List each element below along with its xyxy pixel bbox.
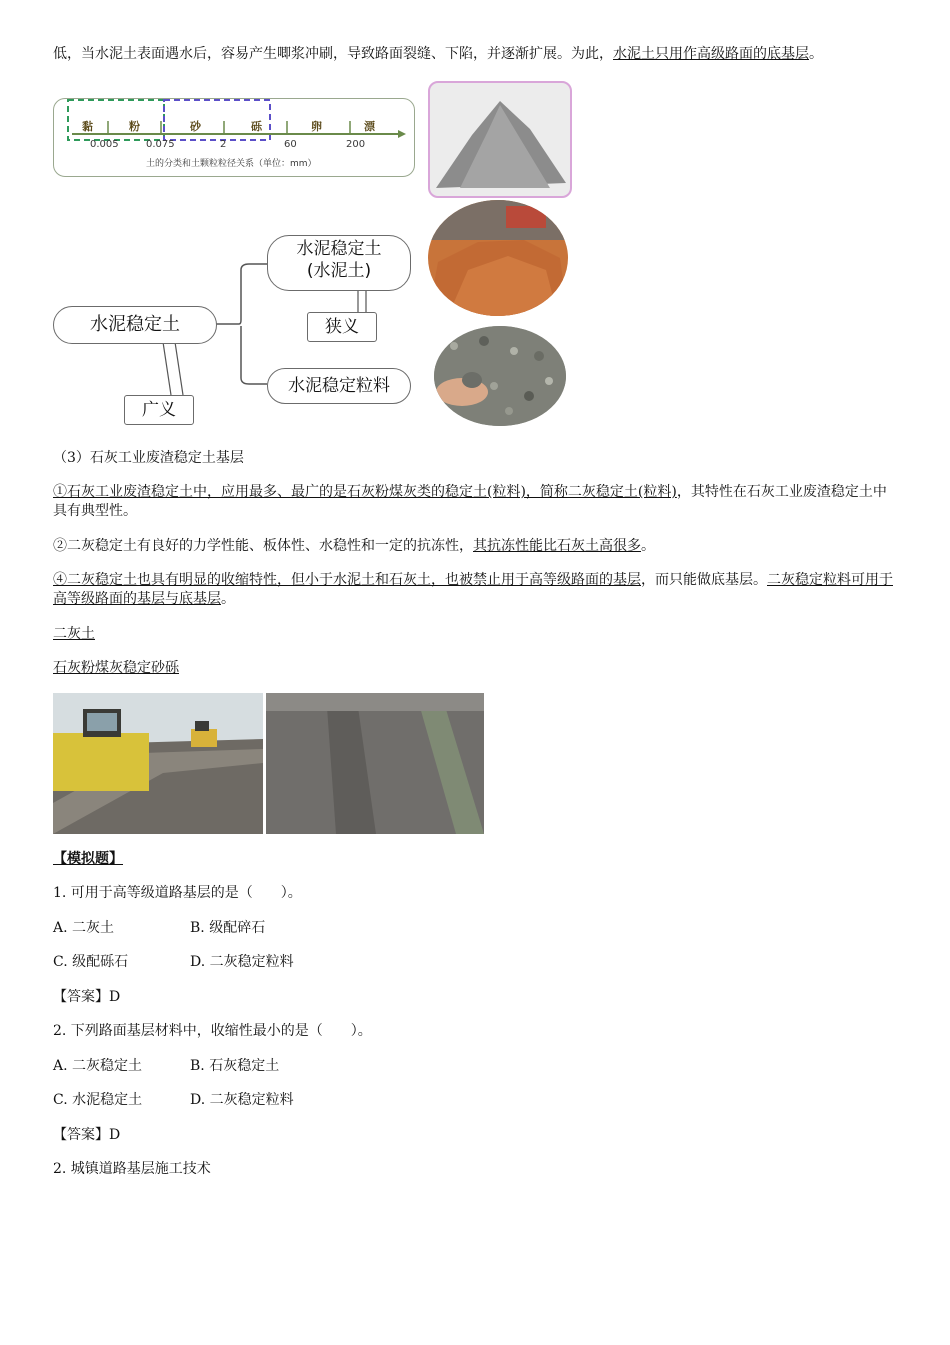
tick-60: 60 (284, 139, 297, 150)
mindmap-branch-narrow: 水泥稳定土 (水泥土) (267, 235, 411, 291)
q2-answer: 【答案】D (53, 1127, 121, 1143)
compacted-base-graphic (266, 693, 484, 834)
q2-option-d: D. 二灰稳定粒料 (190, 1092, 294, 1108)
intro-suffix: 。 (809, 46, 823, 62)
tick-0075: 0.075 (146, 139, 175, 150)
paragraph-2-text: ②二灰稳定土有良好的力学性能、板体性、水稳性和一定的抗冻性， (53, 538, 473, 554)
tick-0005: 0.005 (90, 139, 119, 150)
cat-clay: 黏 (82, 120, 93, 133)
q2-option-a: A. 二灰稳定土 (53, 1058, 143, 1074)
q2-stem: 2. 下列路面基层材料中，收缩性最小的是（ ）。 (53, 1023, 372, 1039)
paragraph-3-underlined-2: 二灰稳定粒料可用于高等级路面的基层与底基层 (53, 572, 893, 607)
tick-2: 2 (220, 139, 227, 150)
soil-pile-graphic (428, 200, 568, 316)
paragraph-3-underlined-1: ④二灰稳定土也具有明显的收缩特性，但小于水泥土和石灰土，也被禁止用于高等级路面的基层 (53, 572, 641, 588)
cat-cobble: 卵 (311, 120, 322, 133)
q1-option-d: D. 二灰稳定粒料 (190, 954, 294, 970)
q1-answer: 【答案】D (53, 989, 121, 1005)
intro-underlined: 水泥土只用作高级路面的底基层 (613, 46, 809, 62)
label-lime-flyash-gravel: 石灰粉煤灰稳定砂砾 (53, 660, 179, 676)
cat-silt: 粉 (129, 120, 140, 133)
paragraph-2-underlined: 其抗冻性能比石灰土高很多 (473, 538, 641, 554)
tick-200: 200 (346, 139, 366, 150)
crushed-stone-graphic (434, 326, 566, 426)
mock-heading: 【模拟题】 (53, 851, 123, 867)
road-mixer-photo (53, 693, 263, 834)
mindmap-tag-broad: 广义 (124, 395, 194, 425)
next-section-heading: 2. 城镇道路基层施工技术 (53, 1161, 211, 1177)
paragraph-2 (53, 537, 655, 556)
paragraph-3-suffix: 。 (221, 591, 235, 607)
compacted-base-photo (266, 693, 484, 834)
cat-gravel: 砾 (251, 120, 262, 133)
q2-option-c: C. 水泥稳定土 (53, 1092, 143, 1108)
cat-sand: 砂 (190, 120, 201, 133)
soil-scale-diagram (53, 98, 415, 177)
cement-powder-photo (428, 81, 572, 198)
q2-option-b: B. 石灰稳定土 (190, 1058, 280, 1074)
scale-caption: 土的分类和土颗粒粒径关系（单位：mm） (146, 159, 317, 169)
mindmap-branch-granular: 水泥稳定粒料 (267, 368, 411, 404)
q1-option-c: C. 级配砾石 (53, 954, 129, 970)
intro-line (53, 45, 823, 64)
q1-stem: 1. 可用于高等级道路基层的是（ ）。 (53, 885, 302, 901)
paragraph-1-underlined: ①石灰工业废渣稳定土中，应用最多、最广的是石灰粉煤灰类的稳定土(粒料)，简称二灰稳定土(粒料) (53, 484, 677, 500)
road-mixer-graphic (53, 693, 263, 834)
paragraph-3-middle: ，而只能做底基层。 (641, 572, 767, 588)
q1-option-a: A. 二灰土 (53, 920, 115, 936)
q1-option-b: B. 级配碎石 (190, 920, 266, 936)
label-ertuhui: 二灰土 (53, 626, 95, 642)
mindmap-root: 水泥稳定土 (53, 306, 217, 344)
section-heading: （3）石灰工业废渣稳定土基层 (53, 450, 244, 466)
mindmap-tag-narrow: 狭义 (307, 312, 377, 342)
paragraph-2-suffix: 。 (641, 538, 655, 554)
intro-text: 低，当水泥土表面遇水后，容易产生唧浆冲刷，导致路面裂缝、下陷，并逐渐扩展。为此， (53, 46, 613, 62)
paragraph-1 (53, 483, 898, 521)
cat-boulder: 漂 (364, 120, 375, 133)
paragraph-3 (53, 571, 898, 609)
cement-pile-graphic (430, 83, 570, 196)
paragraph-1-rest: ，其特性在石灰工业废渣稳定土中具有典型性。 (53, 484, 887, 519)
scale-arrow (398, 130, 406, 138)
soil-pile-photo (428, 200, 568, 316)
crushed-stone-photo (434, 326, 566, 426)
